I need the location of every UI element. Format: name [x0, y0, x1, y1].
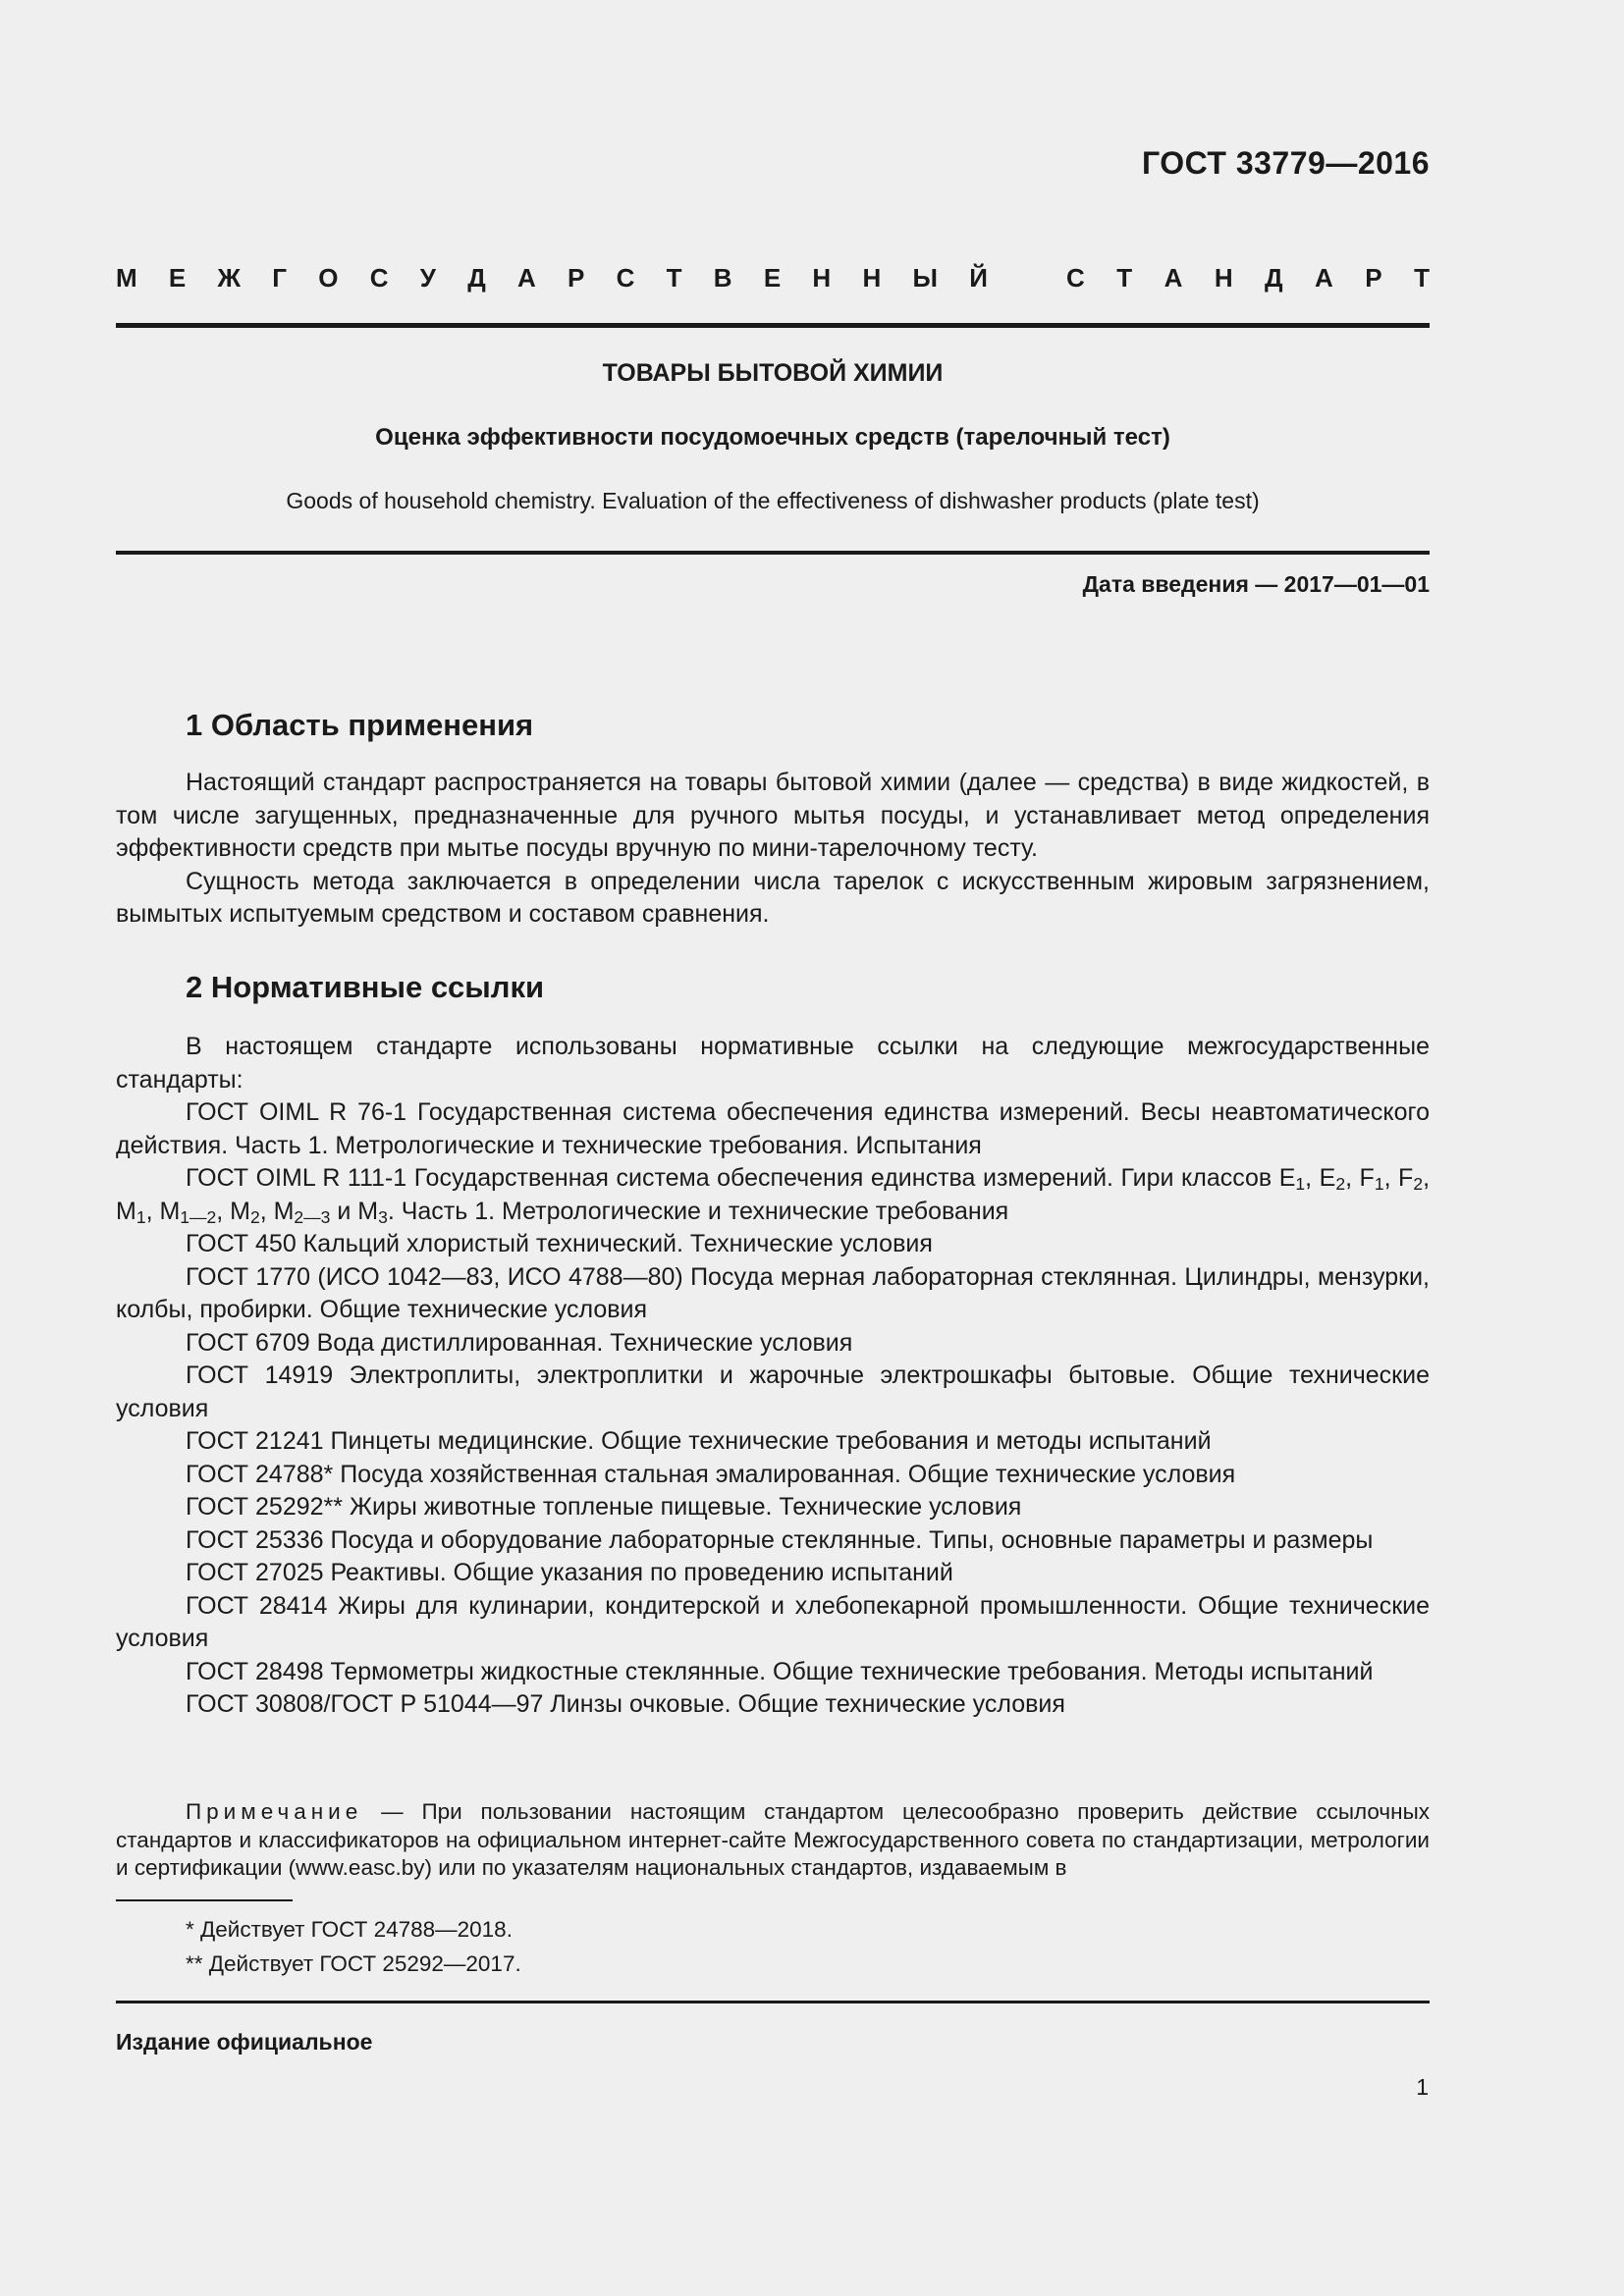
banner-letter: Н	[1214, 263, 1233, 293]
banner-letter: В	[713, 263, 732, 293]
paragraph: В настоящем стандарте использованы нормативные ссылки на следующие межгосударственные стандарты:	[116, 1033, 1430, 1094]
paragraph: Настоящий стандарт распространяется на товары бытовой химии (далее — средства) в виде жидкостей, в том числе загущенных, предназначенные для ручного мытья посуды, и устанавливает метод определения эффективности средств при мытье посуды вручную по мини-тарелочному тесту.	[116, 769, 1430, 862]
reference-item: ГОСТ 25336 Посуда и оборудование лабораторные стеклянные. Типы, основные параметры и размеры	[186, 1525, 1374, 1554]
banner-letter: Д	[1265, 263, 1283, 293]
reference-item: ГОСТ 25292** Жиры животные топленые пищевые. Технические условия	[186, 1493, 1022, 1521]
standard-type-banner	[116, 263, 1430, 294]
banner-letter: О	[318, 263, 339, 293]
banner-letter: Т	[1414, 263, 1430, 293]
banner-letter: М	[116, 263, 137, 293]
footnote-2: ** Действует ГОСТ 25292—2017.	[186, 1951, 521, 1976]
reference-item: ГОСТ 27025 Реактивы. Общие указания по проведению испытаний	[186, 1559, 953, 1586]
section-heading-references: 2 Нормативные ссылки	[186, 970, 545, 1004]
note-text: — При пользовании настоящим стандартом целесообразно проверить действие ссылочных стандартов и классификаторов на официальном интернет-сайте Межгосударственного совета по стандартизации, метрологии и сертификации (www.easc.by) или по указателям национальных стандартов, издаваемым в	[116, 1799, 1430, 1880]
banner-letter: Е	[168, 263, 187, 293]
footer-rule	[116, 2001, 1430, 2003]
banner-letter: У	[419, 263, 436, 293]
footnote-separator	[116, 1899, 293, 1901]
top-rule	[116, 323, 1430, 328]
banner-letter: Н	[812, 263, 832, 293]
banner-word-standard	[1066, 263, 1430, 294]
reference-item: ГОСТ 450 Кальций хлористый технический. Технические условия	[186, 1230, 933, 1257]
reference-item: ГОСТ 24788* Посуда хозяйственная стальная эмалированная. Общие технические условия	[186, 1460, 1236, 1488]
note-paragraph	[116, 1798, 1430, 1883]
banner-letter: Р	[568, 263, 585, 293]
introduction-date: Дата введения — 2017—01—01	[1082, 571, 1430, 597]
reference-item: ГОСТ 28414 Жиры для кулинарии, кондитерской и хлебопекарной промышленности. Общие технические условия	[116, 1591, 1430, 1652]
banner-letter: А	[517, 263, 536, 293]
official-edition-label: Издание официальное	[116, 2029, 373, 2055]
banner-letter: А	[1164, 263, 1183, 293]
banner-letter: Р	[1365, 263, 1382, 293]
reference-item: ГОСТ 21241 Пинцеты медицинские. Общие технические требования и методы испытаний	[186, 1427, 1212, 1455]
banner-letter: С	[1066, 263, 1085, 293]
banner-letter: Е	[763, 263, 782, 293]
banner-letter: Ж	[217, 263, 242, 293]
footnote-1: * Действует ГОСТ 24788—2018.	[186, 1917, 513, 1942]
document-subtitle: Оценка эффективности посудомоечных средств (тарелочный тест)	[375, 424, 1170, 451]
banner-letter: С	[616, 263, 635, 293]
banner-letter: Н	[862, 263, 882, 293]
document-title-english: Goods of household chemistry. Evaluation of the effectiveness of dishwasher products (plate test)	[286, 488, 1260, 513]
reference-item: ГОСТ 6709 Вода дистиллированная. Технические условия	[186, 1328, 853, 1357]
banner-letter: Т	[666, 263, 682, 293]
document-title: ТОВАРЫ БЫТОВОЙ ХИМИИ	[602, 359, 944, 387]
banner-letter: Г	[272, 263, 288, 293]
reference-item: ГОСТ 1770 (ИСО 1042—83, ИСО 4788—80) Посуда мерная лабораторная стеклянная. Цилиндры, мензурки, колбы, пробирки. Общие технические условия	[116, 1262, 1430, 1323]
banner-word-interstate	[116, 263, 988, 294]
section-scope-body	[116, 767, 1430, 932]
reference-item: ГОСТ OIML R 76-1 Государственная система обеспечения единства измерений. Весы неавтоматического действия. Часть 1. Метрологические и технические требования. Испытания	[116, 1098, 1430, 1159]
paragraph: Сущность метода заключается в определении числа тарелок с искусственным жировым загрязнением, вымытых испытуемым средством и составом сравнения.	[116, 867, 1430, 928]
reference-item-oiml-111: ГОСТ OIML R 111-1 Государственная система обеспечения единства измерений. Гири классов $E_1$, $E_2$, $F_1$, $F_2$, $M_1$, $M_{1—2}$, $M_2$, $M_{2—3}$ и $M_3$. Часть 1. Метрологические и технические требования	[116, 1164, 1431, 1227]
banner-letter: А	[1315, 263, 1333, 293]
banner-letter: Т	[1116, 263, 1133, 293]
reference-item: ГОСТ 28498 Термометры жидкостные стеклянные. Общие технические требования. Методы испытаний	[186, 1657, 1374, 1685]
reference-item: ГОСТ 30808/ГОСТ Р 51044—97 Линзы очковые. Общие технические условия	[186, 1690, 1065, 1718]
banner-letter: Й	[969, 263, 988, 293]
section-heading-scope: 1 Область применения	[186, 708, 534, 742]
note-lead: Примечание	[186, 1799, 363, 1824]
title-rule	[116, 551, 1430, 555]
standard-number: ГОСТ 33779—2016	[1141, 145, 1430, 181]
banner-letter: Д	[467, 263, 486, 293]
reference-item: ГОСТ 14919 Электроплиты, электроплитки и жарочные электрошкафы бытовые. Общие технические условия	[116, 1362, 1430, 1422]
section-references-body	[116, 1031, 1430, 1722]
banner-letter: Ы	[912, 263, 938, 293]
page-number: 1	[1416, 2074, 1429, 2100]
banner-letter: С	[369, 263, 389, 293]
